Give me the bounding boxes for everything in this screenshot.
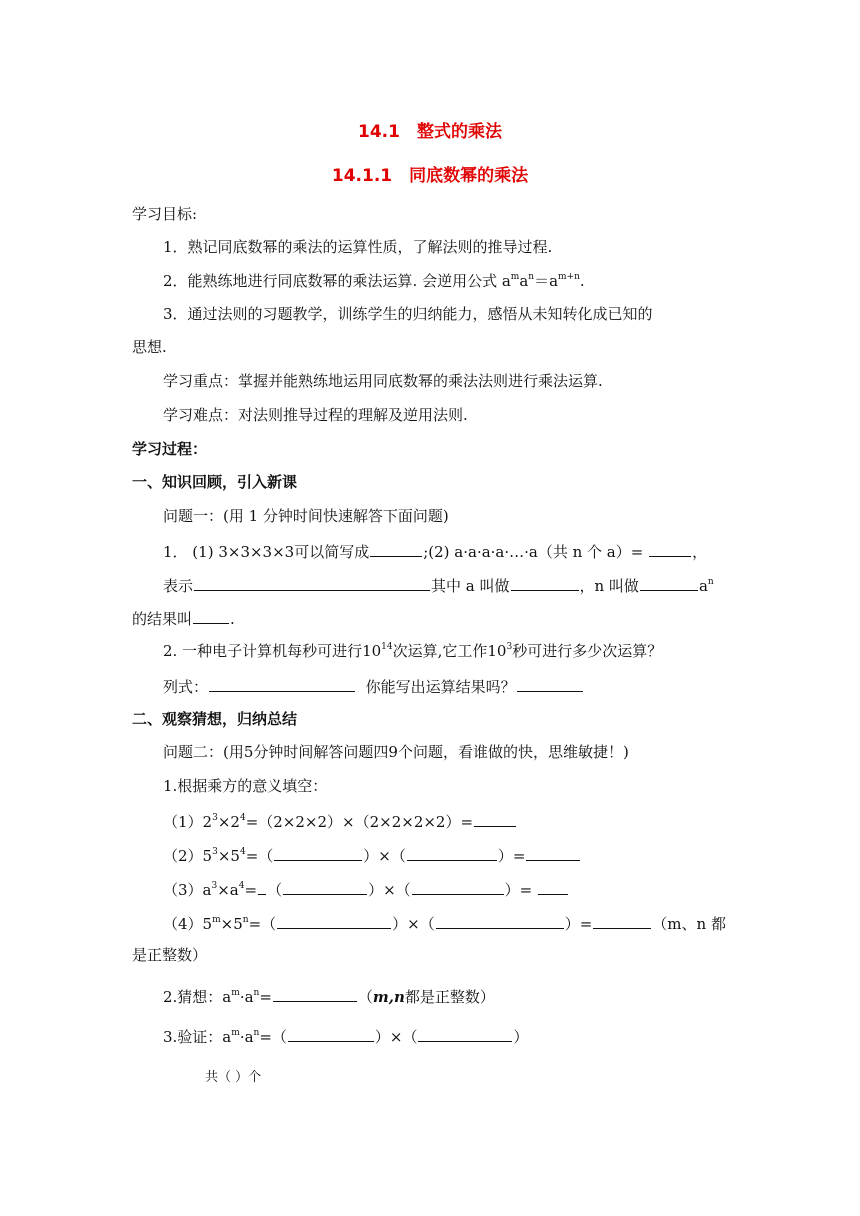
- objective-3-line2: 思想.: [132, 338, 167, 356]
- answer-blank[interactable]: [511, 574, 579, 591]
- objective-2: 2．能熟练地进行同底数幂的乘法运算. 会逆用公式 $a^ma^n=a^{m+n}$.: [163, 272, 585, 290]
- objectives-heading: 学习目标:: [132, 205, 198, 223]
- question1-line1: 1． (1) 3×3×3×3可以简写成 ;(2) a·a·a·a·…·a（共 n 个 a）= ，: [163, 540, 763, 562]
- answer-blank[interactable]: [640, 574, 698, 591]
- question1-line2: 表示 其中 a 叫做 ，n 叫做 $a^n$: [163, 574, 763, 596]
- verify-line: 3.验证：$a^m\cdot a^n=$（ ）×（ ）: [163, 1025, 763, 1047]
- objective-3-line1: 3．通过法则的习题教学，训练学生的归纳能力，感悟从未知转化成已知的: [163, 305, 653, 323]
- question1-intro: 问题一：(用 1 分钟时间快速解答下面问题): [163, 507, 449, 525]
- question1-formula: 列式： 你能写出运算结果吗？: [163, 675, 763, 697]
- answer-blank[interactable]: [474, 810, 516, 827]
- guess-line: 2.猜想：$a^m\cdot a^n= (m,n$都是正整数）: [163, 985, 763, 1007]
- section-title: 14.1 整式的乘法: [358, 122, 502, 142]
- answer-blank[interactable]: [538, 878, 568, 895]
- answer-blank[interactable]: [273, 985, 357, 1002]
- answer-blank[interactable]: [526, 844, 580, 861]
- answer-blank[interactable]: [288, 1025, 374, 1042]
- part1-heading: 一、知识回顾，引入新课: [132, 473, 298, 491]
- answer-blank[interactable]: [407, 844, 497, 861]
- answer-blank[interactable]: [370, 540, 422, 557]
- part2-heading: 二、观察猜想，归纳总结: [132, 710, 298, 728]
- answer-blank[interactable]: [649, 540, 691, 557]
- difficult-point: 学习难点：对法则推导过程的理解及逆用法则.: [163, 406, 468, 424]
- answer-blank[interactable]: [593, 912, 651, 929]
- answer-blank[interactable]: [283, 878, 367, 895]
- answer-blank[interactable]: [277, 912, 391, 929]
- question1-item2: 2. 一种电子计算机每秒可进行$10^{14}$次运算,它工作$10^3$秒可进行多少次运算？: [163, 642, 663, 660]
- fill-item-4-line2: 是正整数）: [132, 946, 208, 964]
- question1-line3: 的结果叫 .: [132, 607, 732, 629]
- answer-blank[interactable]: [274, 844, 362, 861]
- answer-blank[interactable]: [412, 878, 504, 895]
- fill-item-4: $(4)5^m\times 5^n=$（ ）×（ ）= （m、n 都: [163, 912, 763, 934]
- subsection-title: 14.1.1 同底数幂的乘法: [331, 166, 529, 186]
- answer-blank[interactable]: [436, 912, 564, 929]
- objective-1: 1．熟记同底数幂的乘法的运算性质，了解法则的推导过程.: [163, 238, 553, 256]
- fill-title: 1.根据乘方的意义填空：: [163, 777, 328, 795]
- fill-item-1: $(1)2^3\times 2^4=(2\times 2\times 2)\times(2\times 2\times 2\times 2)=$: [163, 810, 763, 832]
- key-point: 学习重点：掌握并能熟练地运用同底数幂的乘法法则进行乘法运算.: [163, 372, 603, 390]
- process-heading: 学习过程：: [132, 440, 208, 458]
- answer-blank[interactable]: [209, 675, 355, 692]
- answer-blank[interactable]: [193, 607, 229, 624]
- total-count: 共（ ）个: [205, 1070, 262, 1085]
- answer-blank[interactable]: [418, 1025, 512, 1042]
- fill-item-3: $(3)a^3\times a^4=$ （ ）×（ ）=: [163, 878, 763, 900]
- answer-blank[interactable]: [194, 574, 430, 591]
- fill-item-2: $(2)5^3\times 5^4=$（ ）×（ ）=: [163, 844, 763, 866]
- answer-blank[interactable]: [517, 675, 583, 692]
- answer-blank[interactable]: [258, 878, 266, 895]
- question2-intro: 问题二：(用5分钟时间解答问题四9个问题，看谁做的快，思维敏捷！): [163, 743, 629, 761]
